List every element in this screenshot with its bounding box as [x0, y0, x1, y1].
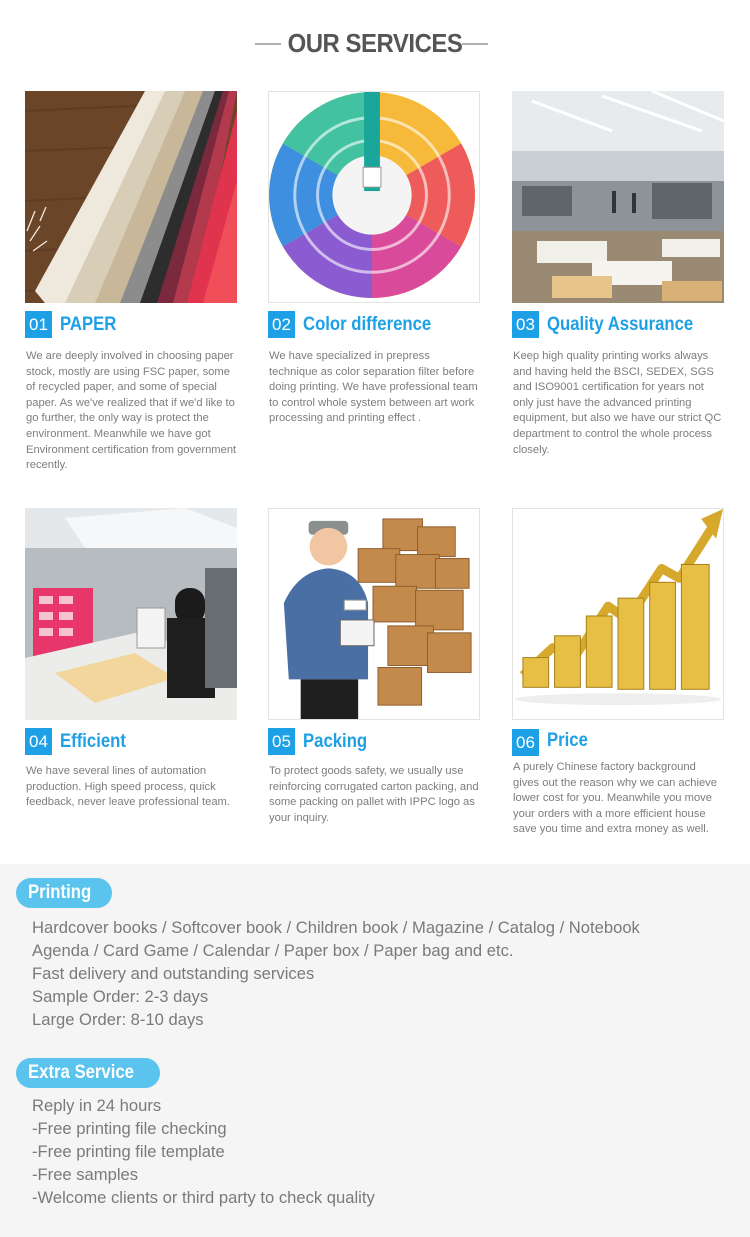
extra-service-badge: [16, 1058, 160, 1088]
section-header: [0, 26, 750, 66]
printing-press-image: [25, 508, 237, 720]
page-title: OUR SERVICES: [287, 28, 463, 58]
list-item: Agenda / Card Game / Calendar / Paper box / Paper bag and etc.: [32, 941, 514, 960]
services-summary-panel: [0, 864, 750, 1237]
service-description: We have several lines of automation production. High speed process, quick feedback, never leave professional team.: [26, 765, 230, 809]
service-number: 05: [268, 728, 295, 755]
service-description: To protect goods safety, we usually use reinforcing corrugated carton packing, and some packing on pallet with IPPC logo as your inquiry.: [269, 765, 479, 824]
service-description: We have specialized in prepress technique as color separation filter before doing printing. We have professional team to control whole system between art work processing and printing effect .: [269, 350, 478, 425]
printing-badge: [16, 878, 112, 908]
service-title: Efficient: [60, 731, 126, 752]
printing-badge-label: Printing: [28, 882, 92, 903]
list-item: -Welcome clients or third party to check quality: [32, 1188, 375, 1207]
print-factory-image: [512, 91, 724, 303]
list-item: Hardcover books / Softcover book / Children book / Magazine / Catalog / Notebook: [32, 918, 640, 937]
color-wheel-image: [268, 91, 480, 303]
service-title: Price: [547, 730, 588, 751]
service-title: PAPER: [60, 314, 117, 335]
service-number: 03: [512, 311, 539, 338]
service-title: Color difference: [303, 314, 432, 335]
list-item: -Free printing file template: [32, 1142, 225, 1161]
service-description: Keep high quality printing works always and having held the BSCI, SEDEX, SGS and ISO9001 certification for years not only just have the advanced printing equipment, but also we have our strict QC department to control the whole process closely.: [513, 350, 722, 456]
service-description: We are deeply involved in choosing paper stock, mostly are using FSC paper, some of recycled paper, and some of special paper. As we've realized that if we'd like to go further, the only way is protect the environment. Meanwhile we have got Environment certification from government recently.: [26, 350, 237, 472]
service-number: 04: [25, 728, 52, 755]
list-item: Reply in 24 hours: [32, 1096, 162, 1115]
service-number: 06: [512, 729, 539, 756]
paper-stack-image: [25, 91, 237, 303]
service-title: Quality Assurance: [547, 314, 694, 335]
list-item: Sample Order: 2-3 days: [32, 987, 209, 1006]
service-title: Packing: [303, 731, 368, 752]
extra-service-list: [32, 1094, 375, 1209]
service-number: 01: [25, 311, 52, 338]
list-item: -Free samples: [32, 1165, 139, 1184]
header-right-rule: [462, 43, 488, 45]
service-number: 02: [268, 311, 295, 338]
service-description: A purely Chinese factory background gives out the reason why we can achieve lower cost for you. Meanwhile you move your orders with a more efficient house save you time and extra money as well.: [513, 761, 717, 836]
list-item: Large Order: 8-10 days: [32, 1010, 204, 1029]
printing-list: [32, 916, 640, 1031]
delivery-man-image: [268, 508, 480, 720]
list-item: Fast delivery and outstanding services: [32, 964, 315, 983]
list-item: -Free printing file checking: [32, 1119, 227, 1138]
coin-growth-chart-image: [512, 508, 724, 720]
extra-service-badge-label: Extra Service: [28, 1062, 134, 1083]
